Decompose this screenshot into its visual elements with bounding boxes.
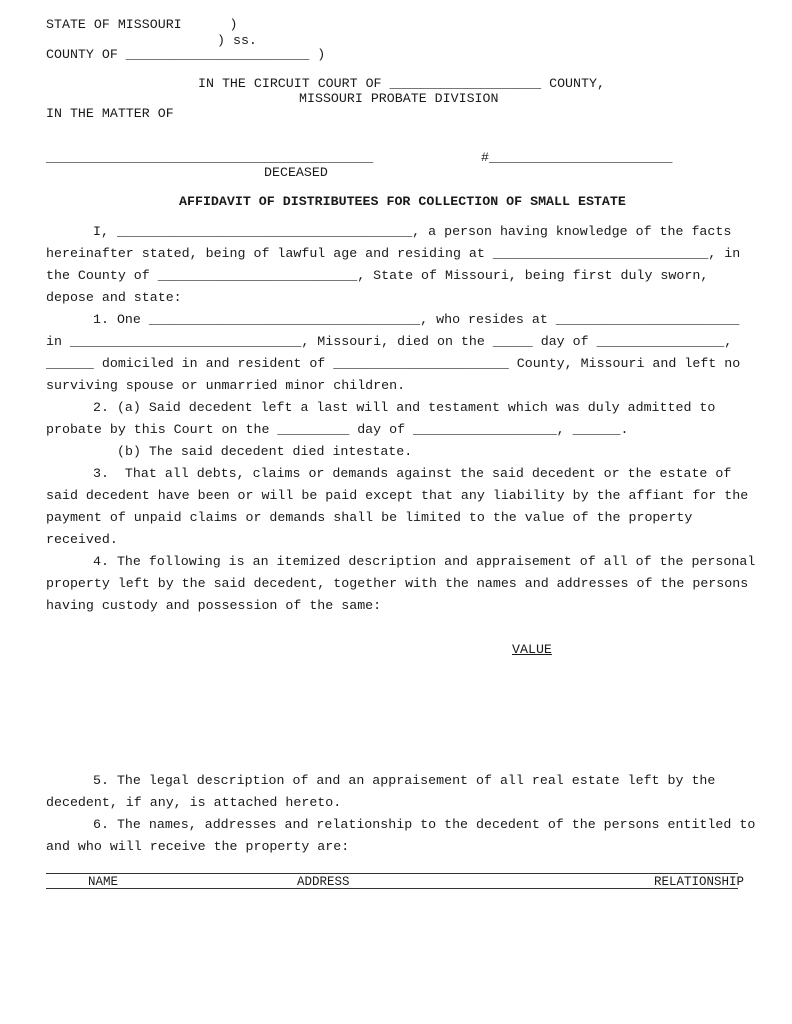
body-line: said decedent have been or will be paid except that any liability by the affiant for the xyxy=(46,488,749,503)
body-line: 3. That all debts, claims or demands against the said decedent or the estate of xyxy=(93,466,732,481)
deceased-label: DECEASED xyxy=(264,165,328,180)
body-line: 6. The names, addresses and relationship to the decedent of the persons entitled to xyxy=(93,817,756,832)
body-line: the County of _________________________, State of Missouri, being first duly sworn, xyxy=(46,268,709,283)
body-line: 5. The legal description of and an appraisement of all real estate left by the xyxy=(93,773,716,788)
venue-county-line: COUNTY OF _______________________ ) xyxy=(46,47,326,62)
document-title: AFFIDAVIT OF DISTRIBUTEES FOR COLLECTION OF SMALL ESTATE xyxy=(179,194,626,209)
body-line: property left by the said decedent, together with the names and addresses of the persons xyxy=(46,576,749,591)
body-line: payment of unpaid claims or demands shall be limited to the value of the property xyxy=(46,510,693,525)
matter-label: IN THE MATTER OF xyxy=(46,106,174,121)
venue-ss-line: ) ss. xyxy=(217,33,257,48)
body-line: in _____________________________, Missouri, died on the _____ day of ________________, xyxy=(46,334,733,349)
table-bottom-rule xyxy=(46,888,738,889)
body-line: received. xyxy=(46,532,118,547)
body-line: I, _____________________________________, a person having knowledge of the facts xyxy=(93,224,732,239)
body-line: ______ domiciled in and resident of ______________________ County, Missouri and left no xyxy=(46,356,741,371)
case-number-blank: #_______________________ xyxy=(481,150,673,165)
body-line: 1. One __________________________________, who resides at _______________________ xyxy=(93,312,740,327)
body-line: depose and state: xyxy=(46,290,182,305)
venue-state-line: STATE OF MISSOURI ) xyxy=(46,17,238,32)
body-line: having custody and possession of the same: xyxy=(46,598,382,613)
body-line: decedent, if any, is attached hereto. xyxy=(46,795,342,810)
value-heading: VALUE xyxy=(512,642,552,657)
body-line: probate by this Court on the _________ day of __________________, ______. xyxy=(46,422,629,437)
decedent-name-blank: _________________________________________ xyxy=(46,150,374,165)
court-heading: IN THE CIRCUIT COURT OF ___________________ COUNTY, xyxy=(198,76,605,91)
table-top-rule xyxy=(46,873,738,874)
body-line: surviving spouse or unmarried minor children. xyxy=(46,378,406,393)
body-line: and who will receive the property are: xyxy=(46,839,350,854)
body-line: (b) The said decedent died intestate. xyxy=(117,444,413,459)
body-line: 2. (a) Said decedent left a last will and testament which was duly admitted to xyxy=(93,400,716,415)
column-header-address: ADDRESS xyxy=(297,875,350,889)
court-division: MISSOURI PROBATE DIVISION xyxy=(299,91,499,106)
column-header-relationship: RELATIONSHIP xyxy=(654,875,745,889)
body-line: hereinafter stated, being of lawful age and residing at ___________________________, in xyxy=(46,246,741,261)
column-header-name: NAME xyxy=(88,875,119,889)
body-line: 4. The following is an itemized description and appraisement of all of the personal xyxy=(93,554,756,569)
